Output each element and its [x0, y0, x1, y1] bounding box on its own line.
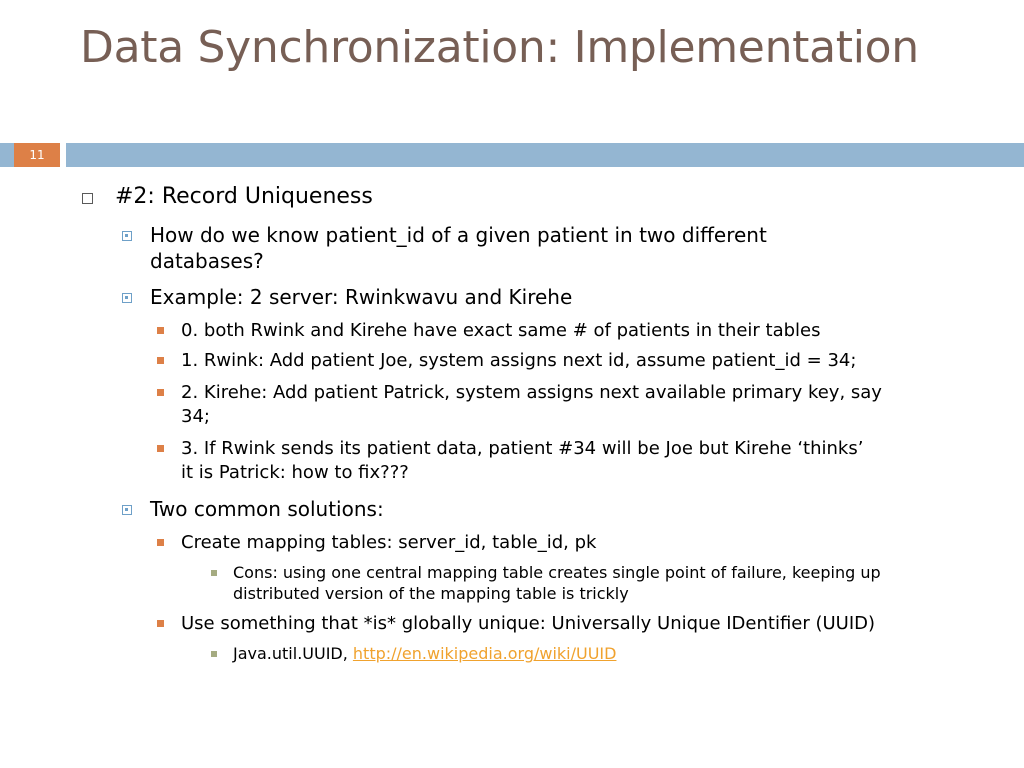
header-rule-left — [0, 143, 14, 167]
orange-square-bullet-icon — [157, 620, 164, 627]
bullet-uuid: Use something that *is* globally unique: Universally Unique IDentifier (UUID) — [181, 613, 876, 634]
bullet-question-line1: How do we know patient_id of a given patient in two different — [150, 223, 767, 247]
box-bullet-icon — [122, 231, 132, 241]
slide-number: 11 — [14, 143, 60, 167]
bullet-step0: 0. both Rwink and Kirehe have exact same # of patients in their tables — [181, 320, 821, 341]
bullet-step2-line1: 2. Kirehe: Add patient Patrick, system assigns next available primary key, say — [181, 382, 882, 403]
bullet-java — [233, 644, 616, 663]
slide-title: Data Synchronization: Implementation — [80, 22, 919, 73]
orange-square-bullet-icon — [157, 539, 164, 546]
bullet-step3-line2: it is Patrick: how to fix??? — [181, 462, 409, 483]
olive-square-bullet-icon — [211, 651, 217, 657]
bullet-question-line2: databases? — [150, 249, 264, 273]
uuid-wikipedia-link[interactable]: http://en.wikipedia.org/wiki/UUID — [352, 644, 617, 663]
bullet-solutions: Two common solutions: — [150, 497, 384, 521]
bullet-step2-line2: 34; — [181, 406, 210, 427]
java-uuid-label: Java.util.UUID, — [233, 644, 353, 663]
bullet-example: Example: 2 server: Rwinkwavu and Kirehe — [150, 285, 573, 309]
header-rule-right — [66, 143, 1024, 167]
box-bullet-icon — [122, 293, 132, 303]
orange-square-bullet-icon — [157, 327, 164, 334]
bullet-cons-line2: distributed version of the mapping table is trickly — [233, 584, 629, 603]
bullet-record-uniqueness: #2: Record Uniqueness — [115, 184, 373, 209]
olive-square-bullet-icon — [211, 570, 217, 576]
orange-square-bullet-icon — [157, 357, 164, 364]
bullet-mapping: Create mapping tables: server_id, table_id, pk — [181, 532, 597, 553]
box-bullet-icon — [122, 505, 132, 515]
hollow-square-bullet-icon — [82, 193, 93, 204]
bullet-cons-line1: Cons: using one central mapping table creates single point of failure, keeping up — [233, 563, 881, 582]
bullet-step1: 1. Rwink: Add patient Joe, system assigns next id, assume patient_id = 34; — [181, 350, 857, 371]
orange-square-bullet-icon — [157, 445, 164, 452]
orange-square-bullet-icon — [157, 389, 164, 396]
bullet-step3-line1: 3. If Rwink sends its patient data, patient #34 will be Joe but Kirehe ‘thinks’ — [181, 438, 864, 459]
